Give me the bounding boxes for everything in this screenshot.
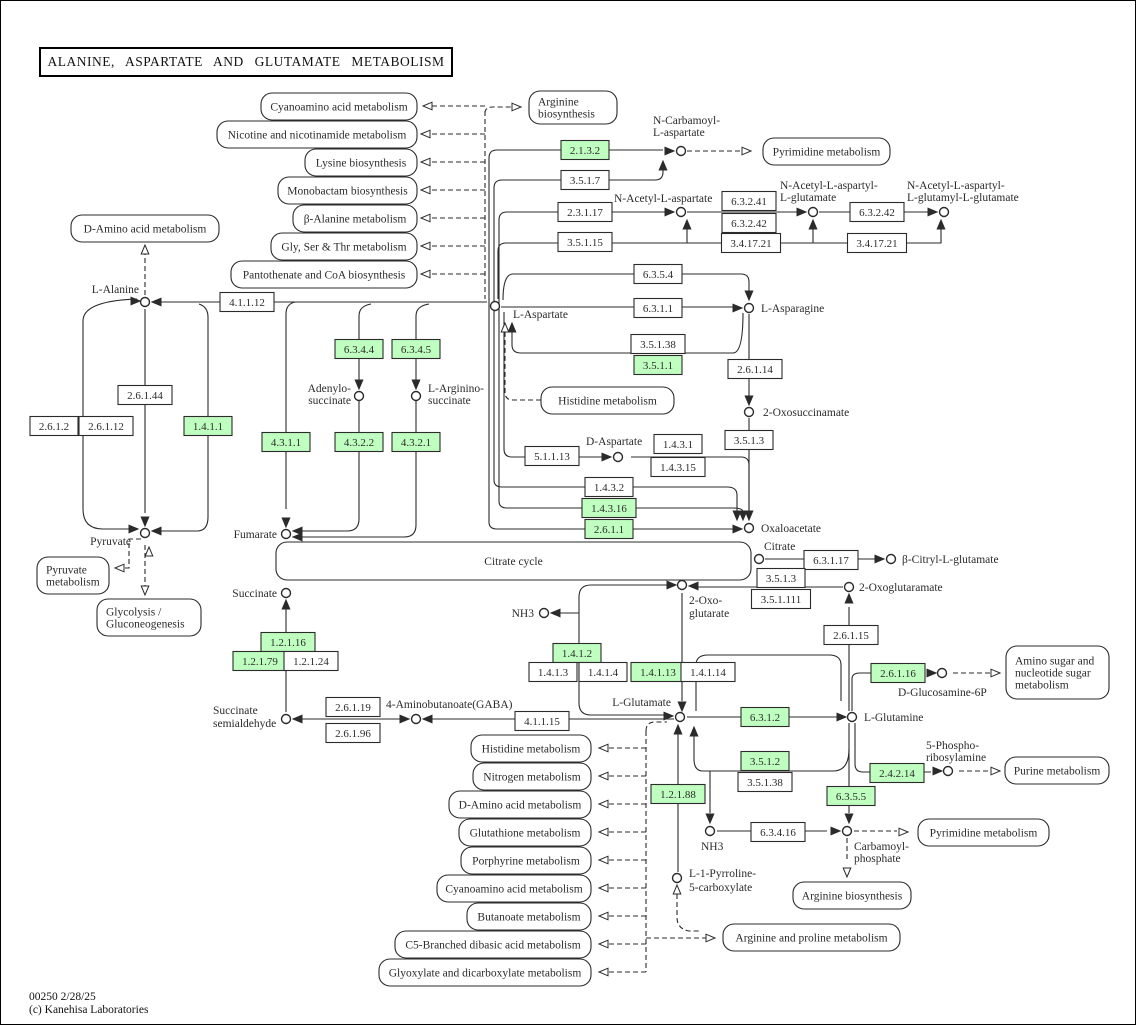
pathway-box-label: Citrate cycle [484, 556, 543, 568]
enzyme-label: 2.6.1.1 [593, 524, 625, 536]
arrowhead-r [667, 581, 676, 589]
metabolite-node-adenylo-succinate[interactable] [355, 392, 364, 401]
enzyme-label: 3.4.17.21 [730, 238, 772, 250]
enzyme-label: 1.2.1.79 [242, 656, 278, 668]
open-arrowhead-l [421, 242, 430, 250]
enzyme-label: 1.4.1.13 [640, 667, 676, 679]
enzyme-label: 6.3.4.4 [343, 344, 375, 356]
arrowhead-r [831, 827, 840, 835]
edge-line [503, 274, 749, 300]
enzyme-label: 2.6.1.2 [38, 421, 70, 433]
open-arrowhead-l [599, 884, 608, 892]
open-arrowhead-u [673, 885, 681, 894]
open-arrowhead-l [423, 102, 432, 110]
enzyme-label: 3.5.1.7 [569, 175, 601, 187]
metabolite-node-l-aspartate[interactable] [491, 302, 500, 311]
metabolite-node-5-phospho-ribosylamine[interactable] [944, 767, 953, 776]
open-arrowhead-r [512, 103, 521, 111]
pathway-box-label: Nicotine and nicotinamide metabolism [227, 129, 407, 142]
pathway-box-label: metabolism [46, 576, 100, 589]
arrowhead-l [152, 527, 161, 535]
enzyme-label: 6.3.2.41 [731, 196, 767, 208]
enzyme-label: 1.4.1.2 [561, 648, 593, 660]
arrowhead-d [141, 517, 149, 526]
metabolite-label: L-glutamyl-L-glutamate [907, 192, 1019, 204]
enzyme-label: 2.6.1.44 [127, 390, 163, 402]
enzyme-label: 2.6.1.12 [88, 421, 124, 433]
enzyme-label: 2.3.1.17 [567, 207, 603, 219]
pathway-box-label: Pantothenate and CoA biosynthesis [242, 269, 406, 282]
edge-line [505, 327, 541, 400]
enzyme-label: 3.5.1.3 [733, 435, 765, 447]
pathway-box-label: Arginine biosynthesis [801, 890, 903, 903]
edge-line [298, 401, 416, 537]
enzyme-label: 1.4.3.2 [593, 482, 625, 494]
metabolite-label: β-Citryl-L-glutamate [902, 554, 999, 566]
open-arrowhead-u [145, 547, 153, 556]
enzyme-label: 3.5.1.38 [747, 777, 783, 789]
pathway-box-label: D-Amino acid metabolism [83, 223, 207, 236]
arrowhead-l [551, 609, 560, 617]
arrowhead-l [293, 715, 302, 723]
open-arrowhead-r [899, 828, 908, 836]
pathway-box-label: Glycolysis / [106, 606, 162, 619]
enzyme-label: 2.6.1.14 [737, 364, 773, 376]
metabolite-label: 5-Phospho- [926, 740, 980, 752]
arrowhead-u [674, 725, 682, 734]
metabolite-label: Oxaloacetate [761, 523, 822, 535]
metabolite-node-succinate[interactable] [282, 589, 291, 598]
open-arrowhead-l [421, 186, 430, 194]
arrowhead-d [678, 702, 686, 711]
metabolite-node-4-aminobutanoate-gaba[interactable] [412, 715, 421, 724]
edge-line [83, 299, 137, 529]
metabolite-node-l-glutamine[interactable] [848, 713, 857, 722]
metabolite-node-citrate[interactable] [755, 555, 764, 564]
enzyme-label: 3.5.1.1 [642, 360, 674, 372]
enzyme-label: 1.4.1.14 [690, 667, 726, 679]
enzyme-label: 1.4.1.4 [587, 667, 619, 679]
enzyme-label: 6.3.1.1 [642, 303, 674, 315]
edge-line [677, 894, 701, 931]
enzyme-label: 2.6.1.16 [880, 668, 916, 680]
enzyme-label: 6.3.5.4 [642, 269, 674, 281]
enzyme-label: 1.2.1.16 [270, 637, 306, 649]
pathway-diagram [1, 1, 1136, 1025]
metabolite-label: ribosylamine [926, 752, 987, 764]
copyright: (c) Kanehisa Laboratories [29, 1004, 149, 1016]
arrowhead-u [809, 220, 817, 229]
edge-line [499, 212, 743, 512]
pathway-box-label: β-Alanine metabolism [303, 213, 407, 226]
enzyme-label: 2.6.1.96 [335, 728, 371, 740]
pathway-box-label: Cyanoamino acid metabolism [270, 101, 408, 114]
edge-line [286, 302, 295, 509]
pathway-box-label: nucleotide sugar [1015, 667, 1091, 680]
enzyme-label: 1.4.1.3 [537, 667, 569, 679]
metabolite-label: 2-Oxoglutaramate [859, 582, 943, 594]
arrowhead-d [745, 396, 753, 405]
metabolite-label: Carbamoyl- [854, 841, 909, 853]
arrowhead-l [423, 715, 432, 723]
metabolite-label: Succinate [213, 705, 258, 717]
metabolite-label: Citrate [764, 541, 796, 553]
pathway-box-label: Pyruvate [46, 564, 87, 577]
pathway-box-label: Gluconeogenesis [106, 618, 185, 631]
enzyme-label: 1.2.1.88 [660, 789, 696, 801]
metabolite-label: Fumarate [233, 529, 277, 541]
open-arrowhead-u [141, 245, 149, 254]
pathway-box-label: Butanoate metabolism [477, 911, 581, 924]
enzyme-label: 3.5.1.2 [749, 756, 781, 768]
pathway-box-label: Gly, Ser & Thr metabolism [281, 241, 407, 254]
enzyme-label: 4.1.1.12 [229, 297, 265, 309]
open-arrowhead-r [991, 767, 1000, 775]
metabolite-node-n-acetyl-l-aspartyl-l-glutamyl-l-glutamate[interactable] [940, 208, 949, 217]
enzyme-label: 3.5.1.3 [765, 573, 797, 585]
metabolite-label: NH3 [701, 841, 724, 853]
metabolite-label: L-aspartate [653, 127, 705, 139]
enzyme-label: 6.3.5.5 [835, 791, 867, 803]
open-arrowhead-l [599, 912, 608, 920]
enzyme-label: 3.5.1.111 [760, 594, 802, 606]
pathway-box-label: Arginine [538, 96, 579, 109]
enzyme-label: 4.3.2.2 [343, 437, 375, 449]
arrowhead-u [937, 220, 945, 229]
arrowhead-r [837, 713, 846, 721]
open-arrowhead-d [843, 868, 851, 877]
open-arrowhead-l [599, 940, 608, 948]
enzyme-label: 6.3.2.42 [731, 218, 767, 230]
enzyme-label: 3.5.1.15 [567, 237, 603, 249]
enzyme-label: 1.4.3.15 [660, 462, 696, 474]
metabolite-label: NH3 [511, 608, 534, 620]
edge-line [485, 107, 515, 113]
arrowhead-r [733, 525, 742, 533]
arrowhead-d [282, 518, 290, 527]
enzyme-label: 2.4.2.14 [879, 768, 915, 780]
arrowhead-u [683, 220, 691, 229]
open-arrowhead-l [421, 130, 430, 138]
metabolite-node-fumarate[interactable] [282, 530, 291, 539]
metabolite-label: succinate [428, 395, 471, 407]
metabolite-node-nh3-lower[interactable] [706, 827, 715, 836]
metabolite-node-2-oxoglutarate[interactable] [678, 581, 687, 590]
arrowhead-r [129, 525, 138, 533]
metabolite-node-l-arginino-succinate[interactable] [412, 392, 421, 401]
metabolite-label: L-1-Pyrroline- [689, 868, 757, 880]
arrowhead-r [797, 208, 806, 216]
metabolite-label: 2-Oxosuccinamate [763, 407, 850, 419]
pathway-box-label: metabolism [1015, 679, 1069, 692]
enzyme-label: 1.4.3.1 [662, 439, 694, 451]
enzyme-label: 1.2.1.24 [293, 656, 329, 668]
arrowhead-d [412, 380, 420, 389]
arrowhead-d [845, 814, 853, 823]
enzyme-label: 2.6.1.19 [335, 702, 371, 714]
metabolite-label: N-Acetyl-L-aspartyl- [907, 180, 1005, 192]
metabolite-label: L-Aspartate [513, 309, 568, 321]
open-arrowhead-r [991, 669, 1000, 677]
enzyme-label: 6.3.4.16 [760, 827, 796, 839]
metabolite-label: Pyruvate [90, 536, 131, 548]
enzyme-label: 1.4.3.16 [591, 503, 627, 515]
enzyme-label: 6.3.2.42 [859, 207, 895, 219]
open-arrowhead-l [599, 828, 608, 836]
arrowhead-r [927, 669, 936, 677]
metabolite-label: N-Carbamoyl- [653, 115, 721, 127]
open-arrowhead-l [599, 856, 608, 864]
arrowhead-r [131, 297, 140, 305]
open-arrowhead-r [706, 934, 715, 942]
enzyme-label: 3.5.1.38 [640, 339, 676, 351]
metabolite-label: D-Aspartate [586, 436, 643, 448]
metabolite-label: succinate [308, 395, 351, 407]
metabolite-node-l-glutamate[interactable] [676, 713, 685, 722]
metabolite-label: L-Asparagine [761, 303, 825, 315]
arrowhead-u [282, 600, 290, 609]
arrowhead-r [665, 147, 674, 155]
arrowhead-u [845, 594, 853, 603]
metabolite-label: L-Arginino- [428, 383, 485, 395]
arrowhead-d [745, 291, 753, 300]
edge-line [298, 401, 359, 531]
enzyme-label: 3.4.17.21 [856, 238, 898, 250]
arrowhead-r [928, 208, 937, 216]
enzyme-label: 4.1.1.15 [524, 716, 560, 728]
metabolite-label: glutarate [689, 608, 730, 620]
metabolite-label: 4-Aminobutanoate(GABA) [386, 699, 513, 711]
open-arrowhead-l [599, 968, 608, 976]
pathway-box-label: D-Amino acid metabolism [458, 799, 582, 812]
pathway-box-label: Nitrogen metabolism [483, 771, 581, 784]
metabolite-label: L-Glutamate [612, 697, 671, 709]
pathway-box-label: Monobactam biosynthesis [287, 185, 408, 198]
pathway-box-label: Histidine metabolism [558, 395, 657, 408]
metabolite-node-2-oxoglutaramate[interactable] [845, 583, 854, 592]
metabolite-node-l-asparagine[interactable] [745, 304, 754, 313]
open-arrowhead-l [599, 800, 608, 808]
pathway-box-label: biosynthesis [538, 108, 595, 121]
open-arrowhead-r [742, 147, 751, 155]
arrowhead-r [733, 304, 742, 312]
arrowhead-l [152, 298, 161, 306]
metabolite-node-2-oxosuccinamate[interactable] [745, 408, 754, 417]
metabolite-node-l-alanine[interactable] [141, 298, 150, 307]
arrowhead-r [875, 555, 884, 563]
enzyme-label: 2.1.3.2 [569, 145, 601, 157]
metabolite-label: N-Acetyl-L-aspartate [614, 193, 713, 205]
open-arrowhead-l [115, 564, 124, 572]
pathway-box-label: Amino sugar and [1015, 655, 1095, 668]
open-arrowhead-l [421, 214, 430, 222]
metabolite-node-oxaloacetate[interactable] [745, 524, 754, 533]
metabolite-label: D-Glucosamine-6P [898, 687, 987, 699]
enzyme-label: 1.4.1.1 [192, 421, 224, 433]
pathway-box-label: Histidine metabolism [481, 743, 581, 756]
pathway-box-label: Purine metabolism [1013, 765, 1101, 778]
metabolite-node-pyruvate[interactable] [141, 529, 150, 538]
pathway-box-label: Cyanoamino acid metabolism [445, 883, 583, 896]
open-arrowhead-l [599, 744, 608, 752]
enzyme-label: 6.3.4.5 [400, 344, 432, 356]
metabolite-node-beta-citryl-l-glutamate[interactable] [887, 555, 896, 564]
arrowhead-u [508, 323, 516, 332]
arrowhead-u [690, 727, 698, 736]
enzyme-label: 2.6.1.15 [833, 630, 869, 642]
pathway-box-label: Porphyrine metabolism [472, 855, 580, 868]
metabolite-node-carbamoyl-phosphate[interactable] [843, 827, 852, 836]
open-arrowhead-l [421, 270, 430, 278]
arrowhead-u [659, 161, 667, 170]
enzyme-label: 4.3.2.1 [400, 437, 432, 449]
arrowhead-r [665, 208, 674, 216]
arrowhead-l [689, 582, 698, 590]
metabolite-label: Succinate [232, 588, 277, 600]
arrowhead-d [355, 380, 363, 389]
pathway-box-label: Glutathione metabolism [469, 827, 581, 840]
open-arrowhead-u [501, 323, 509, 332]
arrowhead-d [745, 511, 753, 520]
metabolite-node-d-glucosamine-6p[interactable] [938, 669, 947, 678]
metabolite-label: L-Alanine [91, 284, 139, 296]
map-number: 00250 2/28/25 [29, 991, 96, 1003]
metabolite-label: Adenylo- [307, 383, 351, 395]
metabolite-node-n-carbamoyl-l-aspartate[interactable] [677, 147, 686, 156]
metabolite-label: semialdehyde [213, 718, 277, 730]
metabolite-label: phosphate [854, 853, 901, 865]
enzyme-label: 6.3.1.2 [749, 712, 781, 724]
arrowhead-l [293, 533, 302, 541]
arrowhead-r [602, 453, 611, 461]
enzyme-label: 4.3.1.1 [270, 437, 302, 449]
pathway-title: ALANINE, ASPARTATE AND GLUTAMATE METABOLISM [39, 47, 453, 77]
arrowhead-r [400, 715, 409, 723]
metabolite-node-n-acetyl-l-aspartyl-l-glutamate[interactable] [809, 208, 818, 217]
arrowhead-r [933, 767, 942, 775]
enzyme-label: 5.1.1.13 [534, 451, 570, 463]
pathway-box-label: Arginine and proline metabolism [735, 932, 888, 945]
metabolite-label: L-Glutamine [864, 712, 924, 724]
map-footer [29, 991, 148, 1017]
edge-line [646, 722, 667, 731]
metabolite-node-succinate-semialdehyde[interactable] [282, 715, 291, 724]
arrowhead-d [706, 814, 714, 823]
enzyme-label: 6.3.1.17 [813, 555, 849, 567]
pathway-box-label: Pyrimidine metabolism [929, 827, 1038, 840]
metabolite-node-nh3-upper[interactable] [540, 609, 549, 618]
open-arrowhead-l [421, 158, 430, 166]
pathway-box-label: Lysine biosynthesis [315, 157, 407, 170]
metabolite-label: 5-carboxylate [689, 882, 753, 894]
metabolite-node-n-acetyl-l-aspartate[interactable] [677, 208, 686, 217]
open-arrowhead-d [141, 586, 149, 595]
metabolite-node-l-1-pyrroline-5-carboxylate[interactable] [673, 874, 682, 883]
metabolite-node-d-aspartate[interactable] [614, 453, 623, 462]
pathway-box-label: Pyrimidine metabolism [772, 146, 881, 159]
metabolite-label: N-Acetyl-L-aspartyl- [780, 180, 878, 192]
pathway-box-label: Glyoxylate and dicarboxylate metabolism [388, 967, 582, 980]
open-arrowhead-l [599, 772, 608, 780]
pathway-box-label: C5-Branched dibasic acid metabolism [405, 939, 581, 952]
metabolite-label: 2-Oxo- [689, 595, 723, 607]
metabolite-label: L-glutamate [780, 192, 837, 204]
